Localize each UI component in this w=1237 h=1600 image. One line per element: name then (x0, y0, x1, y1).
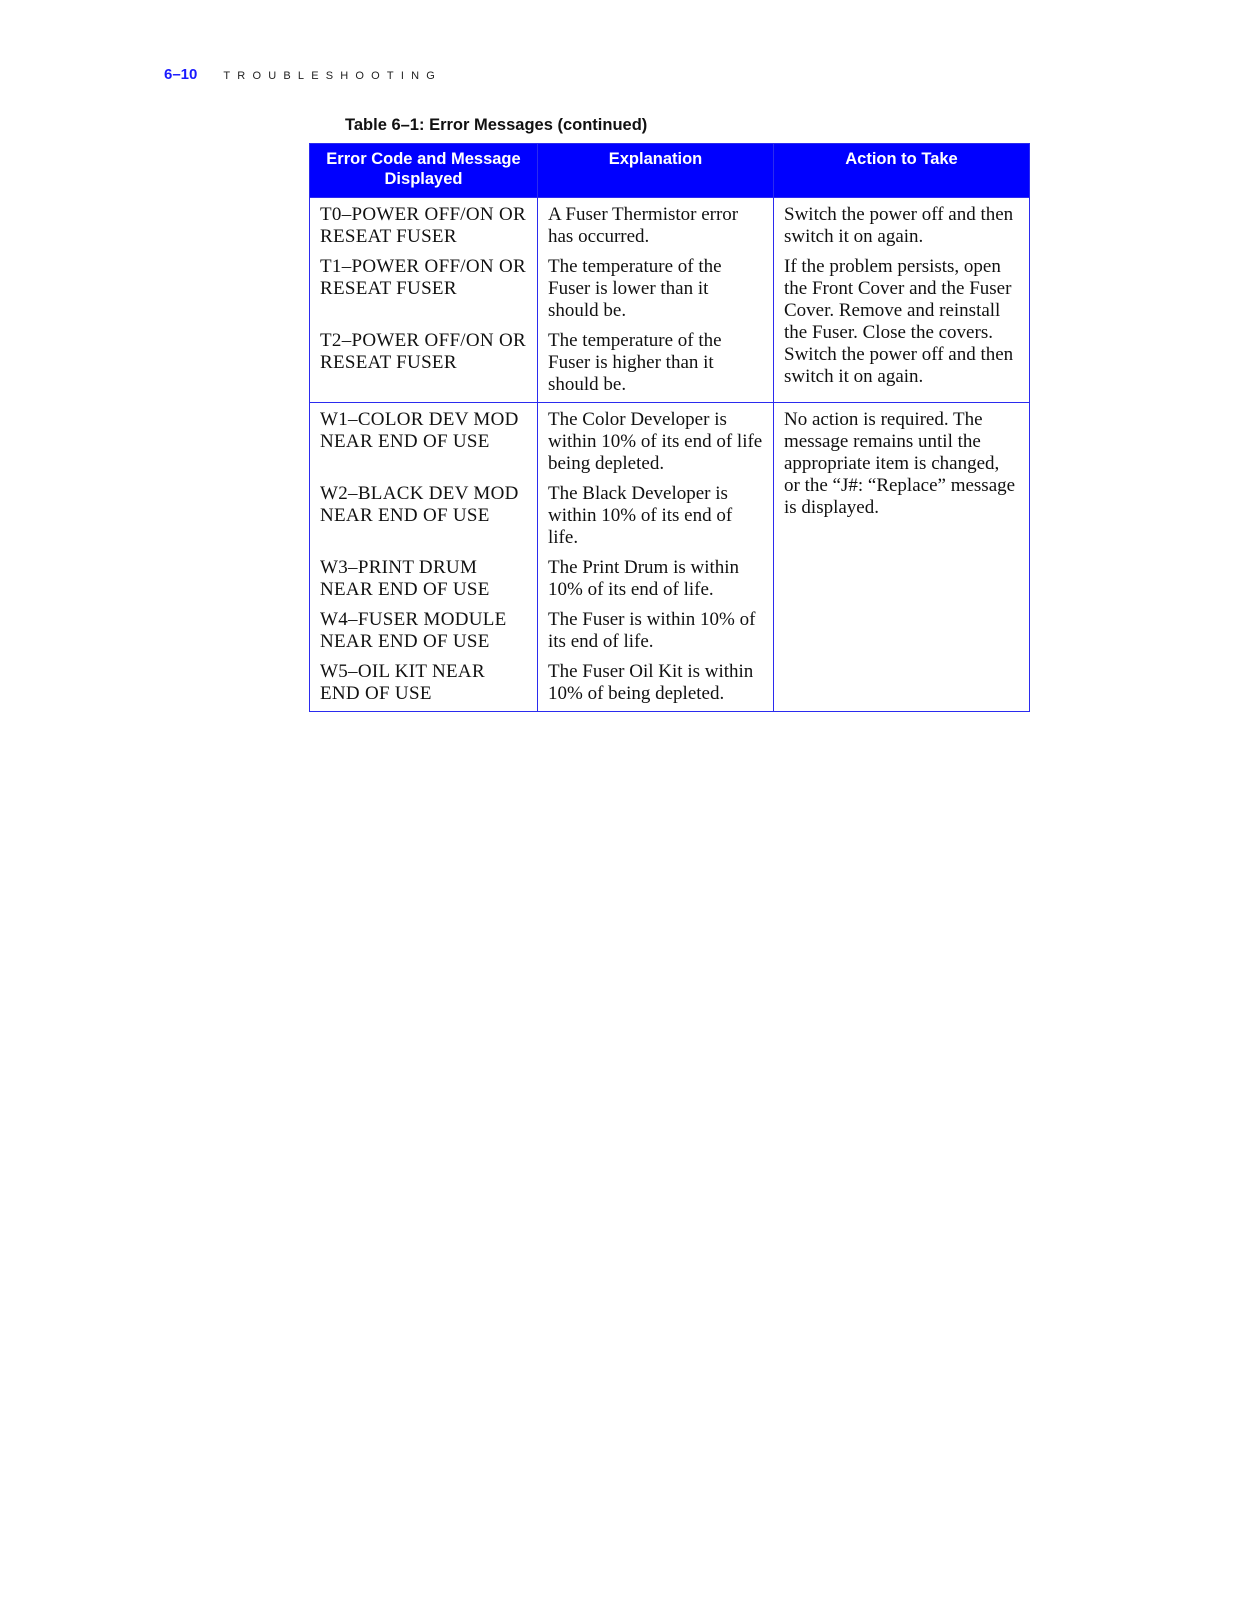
error-code: W4–FUSER MODULE NEAR END OF USE (310, 605, 538, 657)
header-explanation: Explanation (538, 144, 774, 198)
error-code: W2–BLACK DEV MOD NEAR END OF USE (310, 479, 538, 553)
error-code: T2–POWER OFF/ON OR RESEAT FUSER (310, 326, 538, 403)
table-row (310, 403, 1030, 480)
running-head (164, 66, 442, 86)
section-title: TROUBLESHOOTING (223, 70, 442, 82)
table-caption: Table 6–1: Error Messages (continued) (345, 116, 648, 134)
action: Switch the power off and then switch it on again. (774, 198, 1030, 253)
explanation: The Print Drum is within 10% of its end of life. (538, 553, 774, 605)
explanation: The Black Developer is within 10% of its end of life. (538, 479, 774, 553)
action: No action is required. The message remains until the appropriate item is changed, or the “J#: “Replace” message is displayed. (774, 403, 1030, 712)
explanation: The Color Developer is within 10% of its end of life being depleted. (538, 403, 774, 480)
error-code: T0–POWER OFF/ON OR RESEAT FUSER (310, 198, 538, 253)
table-header-row (310, 144, 1030, 198)
action: If the problem persists, open the Front Cover and the Fuser Cover. Remove and reinstall the Fuser. Close the covers. Switch the power off and then switch it on again. (774, 252, 1030, 403)
page-number: 6–10 (164, 66, 198, 83)
explanation: A Fuser Thermistor error has occurred. (538, 198, 774, 253)
table-row (310, 252, 1030, 326)
explanation: The Fuser is within 10% of its end of life. (538, 605, 774, 657)
error-code: T1–POWER OFF/ON OR RESEAT FUSER (310, 252, 538, 326)
header-error-code: Error Code and Message Displayed (310, 144, 538, 198)
explanation: The Fuser Oil Kit is within 10% of being depleted. (538, 657, 774, 712)
header-action: Action to Take (774, 144, 1030, 198)
error-code: W1–COLOR DEV MOD NEAR END OF USE (310, 403, 538, 480)
explanation: The temperature of the Fuser is higher than it should be. (538, 326, 774, 403)
explanation: The temperature of the Fuser is lower than it should be. (538, 252, 774, 326)
table-row (310, 198, 1030, 253)
error-messages-table (309, 143, 1030, 712)
error-code: W5–OIL KIT NEAR END OF USE (310, 657, 538, 712)
error-code: W3–PRINT DRUM NEAR END OF USE (310, 553, 538, 605)
